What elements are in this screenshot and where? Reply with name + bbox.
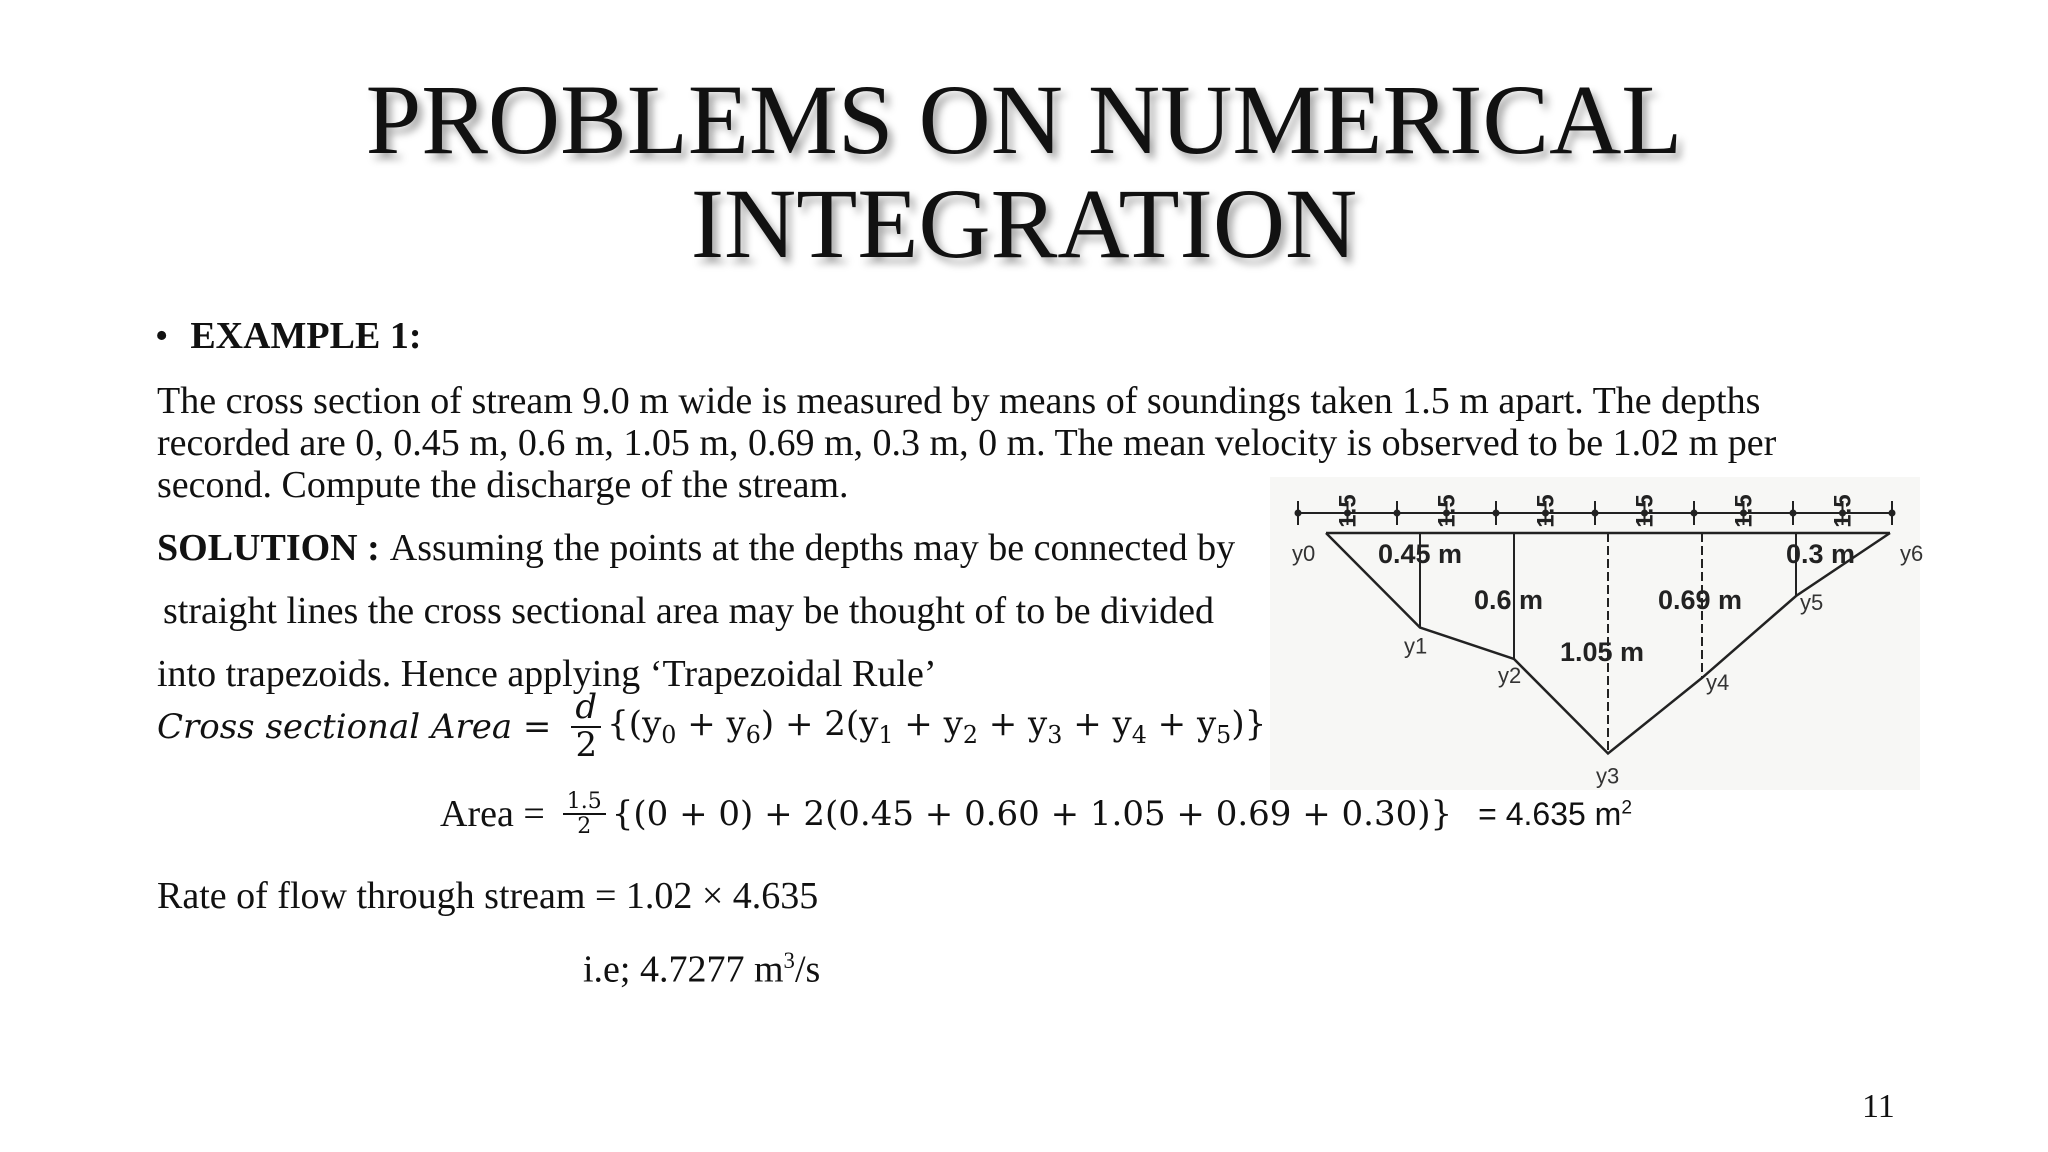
formula-sub: 1	[878, 721, 894, 750]
formula-rhs	[607, 704, 1266, 749]
spacing-label: 1.5	[1334, 494, 1362, 528]
formula-sub: 4	[1131, 721, 1147, 750]
tick-dot	[1493, 510, 1500, 517]
area-frac-den: 2	[577, 814, 592, 840]
page-number: 11	[1862, 1088, 1895, 1125]
discharge-sup: 3	[783, 948, 795, 973]
trapezoidal-formula	[157, 687, 1267, 765]
discharge-result	[583, 940, 820, 991]
formula-sub: 0	[661, 721, 677, 750]
solution-line-2: straight lines the cross sectional area may be thought of to be divided	[163, 590, 1215, 632]
bullet-glyph: •	[155, 315, 169, 357]
area-result-value: = 4.635 m	[1478, 795, 1622, 832]
solution-line-3: into trapezoids. Hence applying ‘Trapezoidal Rule’	[157, 653, 937, 695]
solution-text-1: Assuming the points at the depths may be connected by	[389, 527, 1236, 569]
title-line-1: PROBLEMS ON NUMERICAL	[365, 64, 1683, 175]
depth-label: 0.45 m	[1378, 539, 1463, 569]
formula-lhs: Cross sectional Area =	[157, 706, 552, 747]
tick-dot	[1295, 510, 1302, 517]
point-label: y2	[1498, 663, 1522, 688]
spacing-label: 1.5	[1433, 494, 1461, 528]
title-line-2: INTEGRATION	[690, 168, 1358, 279]
depth-label: 0.3 m	[1786, 539, 1856, 569]
spacing-label: 1.5	[1829, 494, 1857, 528]
depth-label: 1.05 m	[1560, 637, 1645, 667]
formula-sub: 6	[745, 721, 761, 750]
formula-part: + y	[893, 704, 963, 745]
example-label: EXAMPLE 1:	[190, 315, 422, 357]
formula-part: + y	[977, 704, 1048, 745]
tick-dot	[1889, 510, 1896, 517]
formula-frac-num: d	[571, 690, 601, 728]
formula-part: + y	[1062, 704, 1132, 745]
area-body: {(0 + 0) + 2(0.45 + 0.60 + 1.05 + 0.69 + 0.30)}	[611, 794, 1453, 835]
area-fraction	[563, 790, 606, 838]
area-frac-num: 1.5	[563, 790, 606, 815]
point-label: y5	[1800, 590, 1824, 615]
point-label: y6	[1900, 541, 1924, 566]
solution-line-1	[157, 527, 1235, 569]
formula-sub: 5	[1216, 721, 1232, 750]
spacing-label: 1.5	[1532, 494, 1560, 528]
point-label: y0	[1292, 541, 1316, 566]
formula-fraction	[571, 687, 601, 765]
area-result	[1478, 796, 1632, 833]
tick-dot	[1691, 510, 1698, 517]
area-result-sup: 2	[1621, 796, 1632, 818]
formula-part: + y	[676, 704, 746, 745]
formula-part: + y	[1146, 704, 1217, 745]
discharge-value: i.e; 4.7277 m	[583, 948, 784, 991]
formula-part: {(y	[607, 704, 662, 745]
problem-statement: The cross section of stream 9.0 m wide is measured by means of soundings taken 1.5 m apart. The depths recorded are 0, 0.45 m, 0.6 m, 1.05 m, 0.69 m, 0.3 m, 0 m. The mean velocity is observed to be 1.02 m per second. Compute the discharge of the stream.	[157, 380, 1777, 506]
formula-sub: 3	[1047, 721, 1063, 750]
stream-cross-section-figure	[1270, 477, 1924, 790]
formula-part: ) + 2(y	[760, 704, 879, 745]
point-label: y4	[1706, 669, 1730, 695]
area-equation	[440, 790, 1632, 838]
tick-dot	[1592, 510, 1599, 517]
spacing-label: 1.5	[1730, 494, 1758, 528]
point-label: y3	[1596, 763, 1620, 789]
formula-sub: 2	[962, 721, 978, 750]
area-label: Area =	[440, 793, 545, 836]
point-label: y1	[1404, 633, 1428, 659]
rate-of-flow: Rate of flow through stream = 1.02 × 4.635	[157, 875, 819, 917]
tick-dot	[1790, 510, 1797, 517]
example-heading	[155, 315, 421, 357]
tick-dot	[1394, 510, 1401, 517]
depth-label: 0.69 m	[1658, 585, 1743, 615]
depth-label: 0.6 m	[1474, 585, 1544, 615]
slide-title	[0, 64, 2048, 279]
solution-label: SOLUTION :	[157, 527, 380, 569]
formula-frac-den: 2	[575, 724, 598, 765]
discharge-unit: /s	[794, 948, 821, 991]
spacing-label: 1.5	[1631, 494, 1659, 528]
formula-part: )}	[1231, 704, 1267, 745]
